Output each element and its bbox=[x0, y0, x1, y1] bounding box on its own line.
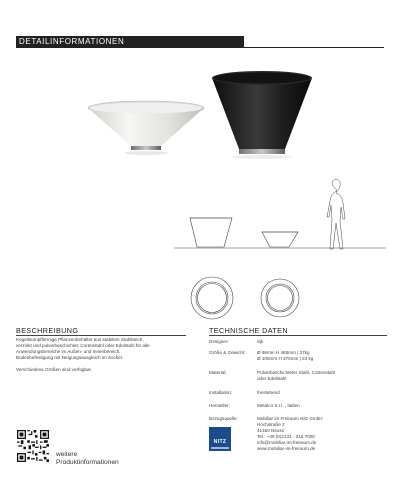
description-rule bbox=[16, 335, 186, 336]
spec-value: 41460 Neuss bbox=[257, 428, 285, 433]
spec-label: Designer: bbox=[209, 339, 229, 344]
more-info-line: weitere bbox=[56, 451, 78, 458]
spec-label: Bezugsquelle: bbox=[209, 416, 238, 421]
specs-rule bbox=[209, 335, 387, 336]
spec-value: Sjk bbox=[257, 339, 264, 344]
spec-value: oder Edelstahl bbox=[257, 376, 287, 381]
description-line: Kegelstumpfförmige Pflanzenbehälter aus stabilem Stahlblech, bbox=[16, 337, 144, 342]
spec-value: Hochstraße 2 bbox=[257, 422, 285, 427]
description-note: Verschiedene Größen sind verfügbar. bbox=[16, 367, 93, 372]
logo-text: NITZ bbox=[213, 439, 227, 445]
spec-value: Pulverbeschichteter Stahl, Cortenstahl bbox=[257, 370, 336, 375]
side-view-drawing bbox=[174, 179, 386, 249]
spec-value: Tel.: +49 (0)2131 - 316 7000 bbox=[257, 434, 315, 439]
white-planter-photo bbox=[88, 101, 204, 155]
spec-link[interactable]: www.mobiliar-im-freiraum.de bbox=[257, 446, 316, 451]
spec-value: Ø 105mm H 370mm | 23 kg bbox=[257, 356, 314, 361]
description-title: BESCHREIBUNG bbox=[16, 326, 79, 335]
more-info-link[interactable] bbox=[56, 451, 119, 467]
description-line: Anwendungsbereiche im Außen- und Innenbereich. bbox=[16, 349, 121, 354]
page-title: DETAILINFORMATIONEN bbox=[19, 37, 125, 46]
description-line: Bodenbefestigung mit Neigungsausgleich im Sockel. bbox=[16, 355, 123, 360]
spec-value: Mobiliar im Freiraum Nitz GmbH bbox=[257, 416, 323, 421]
spec-value: freistehend bbox=[257, 390, 280, 395]
spec-value: Metalco S.r.l. , Italien bbox=[257, 403, 300, 408]
spec-label: Installation: bbox=[209, 390, 233, 395]
spec-label: Hersteller: bbox=[209, 403, 230, 408]
spec-value: Ø 96mm H 465mm | 37kg bbox=[257, 350, 310, 355]
more-info-line: Produktinformationen bbox=[56, 459, 119, 466]
spec-label: Material: bbox=[209, 370, 227, 375]
description-text bbox=[16, 337, 186, 379]
spec-link[interactable]: info@mobiliar-im-freiraum.de bbox=[257, 440, 317, 445]
company-logo bbox=[209, 427, 231, 451]
dark-planter-photo bbox=[212, 71, 312, 159]
spec-label: Größe & Gewicht: bbox=[209, 350, 246, 355]
specs-title: TECHNISCHE DATEN bbox=[209, 326, 288, 335]
description-line: verzinkt und pulverbeschichtet; Cortenstahl oder Edelstahl für alle bbox=[16, 343, 150, 348]
top-view-drawing bbox=[191, 277, 299, 319]
qr-code-icon[interactable] bbox=[17, 430, 49, 462]
